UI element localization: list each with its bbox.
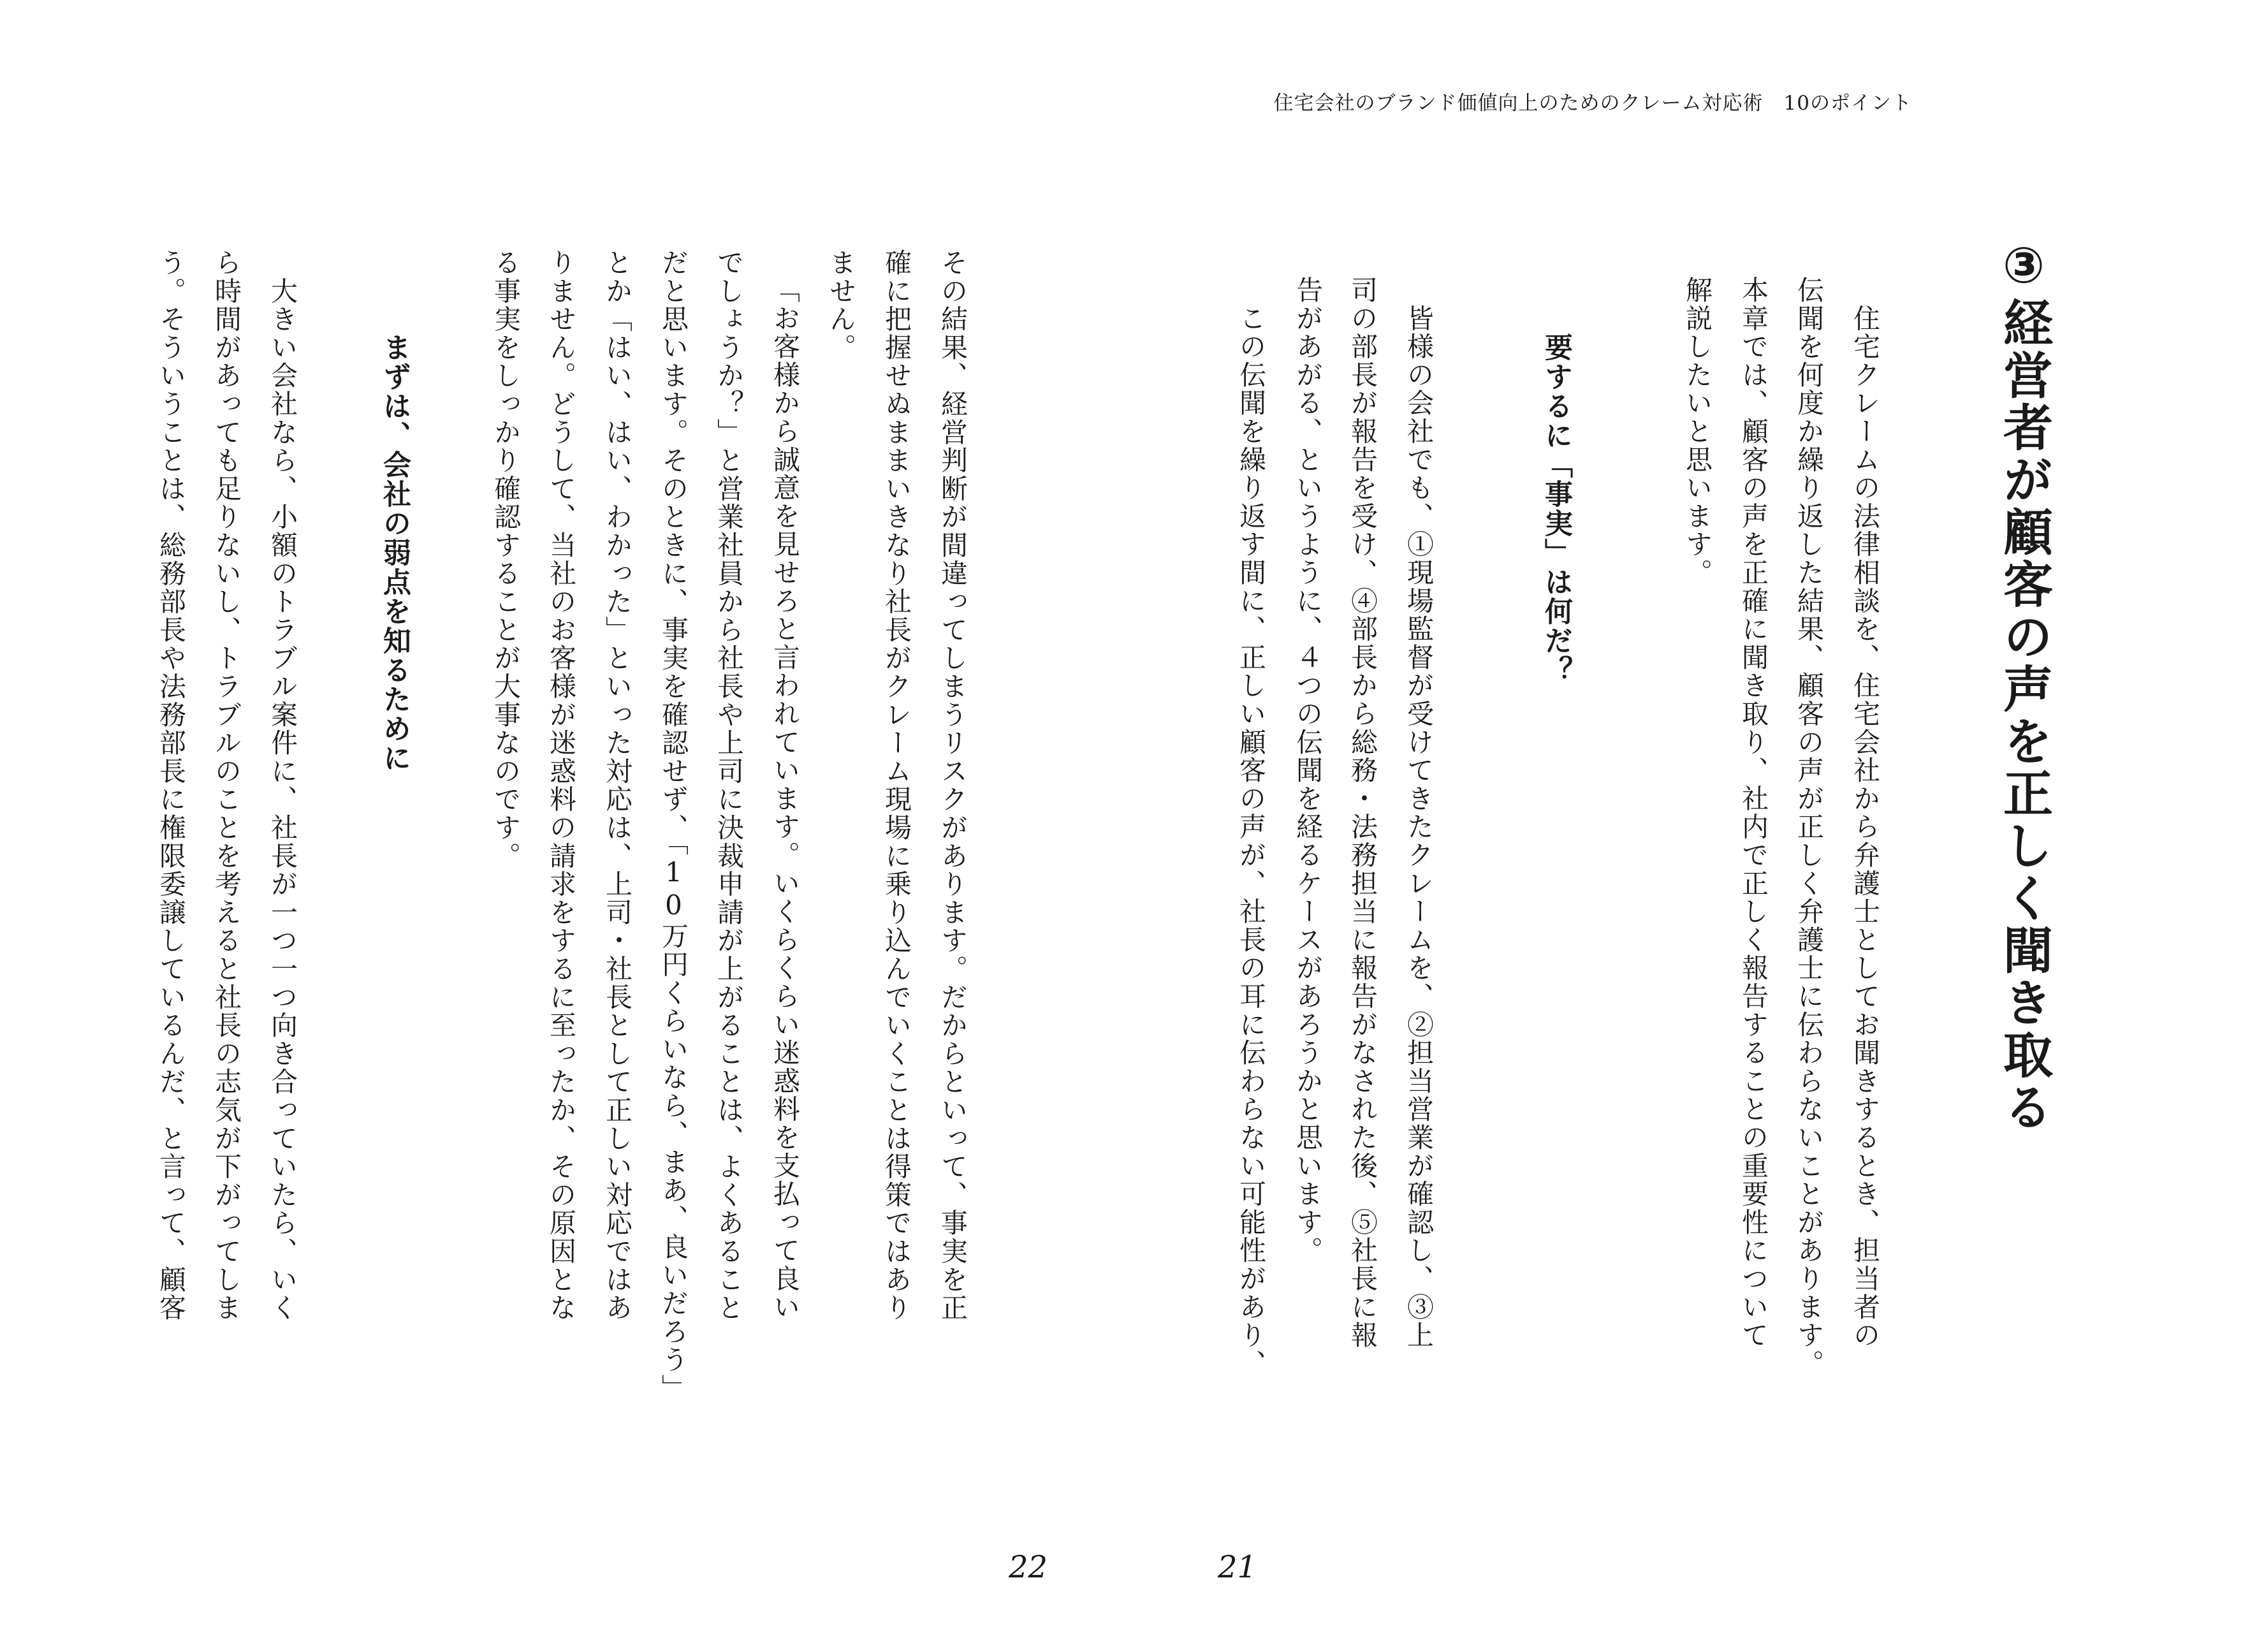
body-line: ません。 xyxy=(826,249,857,362)
body-line: 司の部長が報告を受け、④部長から総務・法務担当に報告がなされた後、⑤社長に報 xyxy=(1347,276,1378,1350)
body-line: る事実をしっかり確認することが大事なのです。 xyxy=(490,249,522,870)
body-line: 確に把握せぬままいきなり社長がクレーム現場に乗り込んでいくことは得策ではあり xyxy=(881,249,912,1322)
body-line: 告があがる、というように、４つの伝聞を経るケースがあろうかと思います。 xyxy=(1292,276,1324,1265)
body-line: 皆様の会社でも、①現場監督が受けてきたクレームを、②担当営業が確認し、③上 xyxy=(1403,276,1435,1350)
body-line: う。そういうことは、総務部長や法務部長に権限委譲しているんだ、と言って、顧客 xyxy=(156,249,187,1322)
body-line: 伝聞を何度か繰り返した結果、顧客の声が正しく弁護士に伝わらないことがあります。 xyxy=(1793,276,1825,1378)
page-number-right: 21 xyxy=(1218,1549,1257,1585)
section-heading: まずは、会社の弱点を知るために xyxy=(378,333,411,773)
page-number-left: 22 xyxy=(1009,1549,1048,1585)
body-line: でしょうか？」と営業社員から社長や上司に決裁申請が上がることは、よくあること xyxy=(713,249,745,1322)
chapter-title: ③経営者が顧客の声を正しく聞き取る xyxy=(1995,237,2052,1134)
body-line: 解説したいと思います。 xyxy=(1682,276,1713,587)
body-line: 大きい会社なら、小額のトラブル案件に、社長が一つ一つ向き合っていたら、いく xyxy=(267,249,298,1322)
body-line: この伝聞を繰り返す間に、正しい顧客の声が、社長の耳に伝わらない可能性があり、 xyxy=(1236,276,1267,1378)
body-line: その結果、経営判断が間違ってしまうリスクがあります。だからといって、事実を正 xyxy=(937,249,968,1322)
body-line: だと思います。そのときに、事実を確認せず、「10万円くらいなら、まあ、良いだろう」 xyxy=(658,249,689,1403)
body-line: 「お客様から誠意を見せろと言われています。いくらくらい迷惑料を支払って良い xyxy=(770,276,801,1322)
body-line: とか「はい、はい、わかった」といった対応は、上司・社長として正しい対応ではあ xyxy=(602,249,633,1322)
body-line: りません。どうして、当社のお客様が迷惑料の請求をするに至ったか、その原因とな xyxy=(546,249,577,1322)
section-heading: 要するに「事実」は何だ？ xyxy=(1540,333,1572,685)
body-line: 住宅クレームの法律相談を、住宅会社から弁護士としてお聞きするとき、担当者の xyxy=(1850,276,1881,1350)
body-line: ら時間があっても足りないし、トラブルのことを考えると社長の志気が下がってしま xyxy=(211,249,242,1322)
body-line: 本章では、顧客の声を正確に聞き取り、社内で正しく報告することの重要性について xyxy=(1738,276,1769,1350)
running-header: 住宅会社のブランド価値向上のためのクレーム対応術 10のポイント xyxy=(1273,92,1912,115)
